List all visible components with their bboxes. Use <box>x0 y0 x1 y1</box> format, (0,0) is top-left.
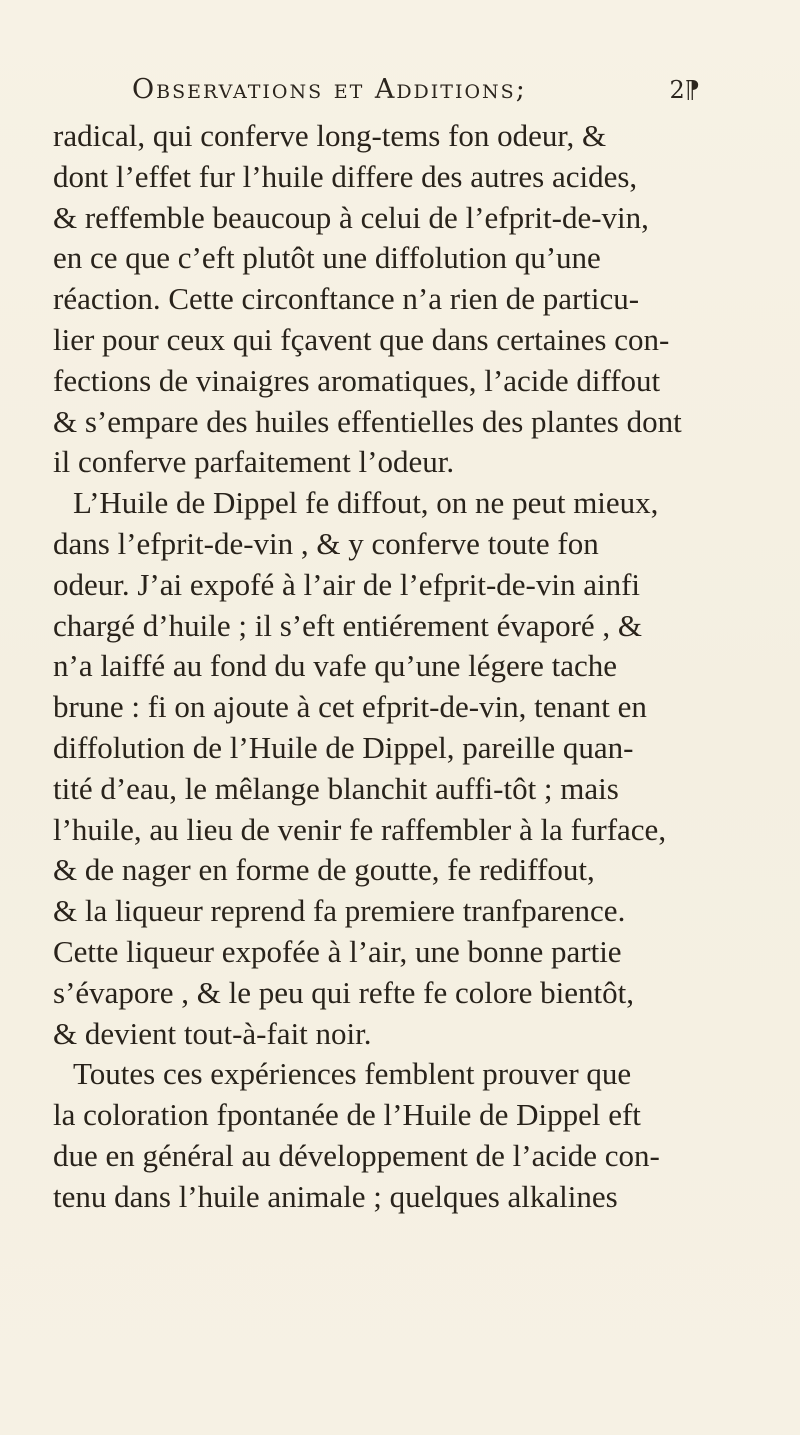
paragraph-start-line: L’Huile de Dippel fe diffout, on ne peut mieux, <box>73 485 659 521</box>
text-line: chargé d’huile ; il s’eft entiérement évaporé , & <box>53 607 643 643</box>
text-line: dans l’efprit-de-vin , & y conferve toute fon <box>53 525 599 561</box>
text-line: & la liqueur reprend fa premiere tranfparence. <box>53 893 626 929</box>
text-line: & de nager en forme de goutte, fe rediffout, <box>53 852 595 888</box>
text-line: & devient tout-à-fait noir. <box>53 1015 372 1051</box>
body-text <box>53 116 733 1218</box>
text-line: & s’empare des huiles effentielles des plantes dont <box>53 403 682 439</box>
paragraph-start-line: Toutes ces expériences femblent prouver que <box>73 1056 632 1092</box>
text-line: tenu dans l’huile animale ; quelques alkalines <box>53 1178 618 1214</box>
page-header <box>120 74 720 114</box>
text-line: dont l’effet fur l’huile differe des autres acides, <box>53 158 638 194</box>
text-line: en ce que c’eft plutôt une diffolution qu’une <box>53 240 601 276</box>
text-line: fections de vinaigres aromatiques, l’acide diffout <box>53 362 661 398</box>
text-line: odeur. J’ai expofé à l’air de l’efprit-de-vin ainfi <box>53 566 641 602</box>
text-line: la coloration fpontanée de l’Huile de Dippel eft <box>53 1097 641 1133</box>
text-line: tité d’eau, le mêlange blanchit auffi-tôt ; mais <box>53 770 619 806</box>
text-line: Cette liqueur expofée à l’air, une bonne partie <box>53 933 622 969</box>
text-line: radical, qui conferve long-tems fon odeur, & <box>53 118 607 153</box>
text-line: lier pour ceux qui fçavent que dans certaines con- <box>53 321 670 357</box>
text-line: n’a laiffé au fond du vafe qu’une légere tache <box>53 648 618 684</box>
text-line: l’huile, au lieu de venir fe raffembler à la furface, <box>53 811 667 847</box>
text-line: & reffemble beaucoup à celui de l’efprit-de-vin, <box>53 199 649 235</box>
text-line: réaction. Cette circonftance n’a rien de particu- <box>53 281 640 317</box>
page-number: 2⁋ <box>669 76 700 104</box>
text-line: s’évapore , & le peu qui refte fe colore bientôt, <box>53 974 635 1010</box>
running-head: Observations et Additions; <box>132 74 527 105</box>
text-line: due en général au développement de l’acide con- <box>53 1137 660 1173</box>
text-line: brune : fi on ajoute à cet efprit-de-vin, tenant en <box>53 689 647 725</box>
text-line: diffolution de l’Huile de Dippel, pareille quan- <box>53 729 634 765</box>
text-line: il conferve parfaitement l’odeur. <box>53 444 455 480</box>
